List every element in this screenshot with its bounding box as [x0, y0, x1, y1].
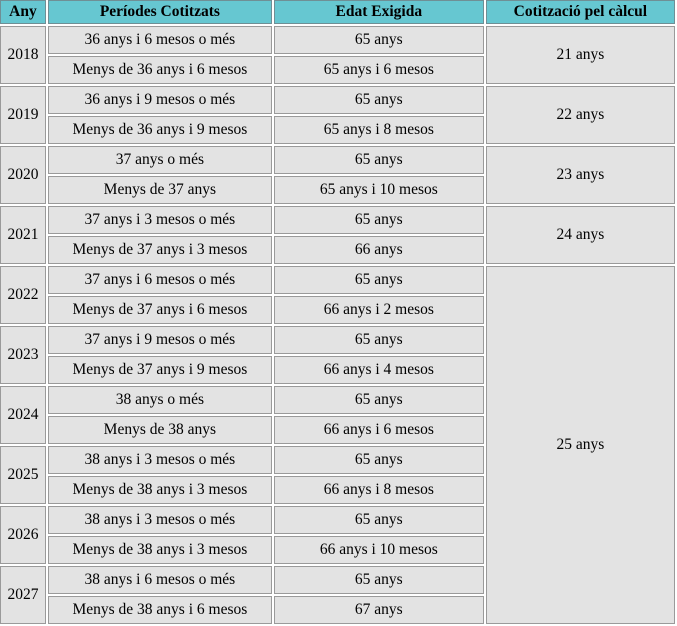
period-cell: 38 anys o més: [48, 386, 272, 414]
age-cell: 65 anys: [274, 326, 484, 354]
period-cell: Menys de 37 anys i 3 mesos: [48, 236, 272, 264]
age-cell: 65 anys i 10 mesos: [274, 176, 484, 204]
year-cell: 2019: [0, 86, 46, 144]
period-cell: 38 anys i 3 mesos o més: [48, 506, 272, 534]
year-cell: 2027: [0, 566, 46, 624]
header-periodes: Períodes Cotitzats: [48, 0, 272, 24]
period-cell: 38 anys i 6 mesos o més: [48, 566, 272, 594]
age-cell: 66 anys i 2 mesos: [274, 296, 484, 324]
year-cell: 2024: [0, 386, 46, 444]
year-cell: 2020: [0, 146, 46, 204]
age-cell: 65 anys: [274, 566, 484, 594]
year-cell: 2026: [0, 506, 46, 564]
period-cell: Menys de 38 anys i 6 mesos: [48, 596, 272, 624]
period-cell: Menys de 37 anys i 9 mesos: [48, 356, 272, 384]
age-cell: 65 anys: [274, 146, 484, 174]
year-cell: 2021: [0, 206, 46, 264]
contribution-cell: 22 anys: [486, 86, 675, 144]
period-cell: Menys de 37 anys i 6 mesos: [48, 296, 272, 324]
period-cell: 37 anys i 6 mesos o més: [48, 266, 272, 294]
age-cell: 66 anys: [274, 236, 484, 264]
age-cell: 65 anys: [274, 266, 484, 294]
period-cell: 36 anys i 6 mesos o més: [48, 26, 272, 54]
contribution-cell: 23 anys: [486, 146, 675, 204]
period-cell: Menys de 37 anys: [48, 176, 272, 204]
age-cell: 67 anys: [274, 596, 484, 624]
header-cotitzacio: Cotització pel càlcul: [486, 0, 675, 24]
header-any: Any: [0, 0, 46, 24]
period-cell: Menys de 38 anys i 3 mesos: [48, 536, 272, 564]
contribution-cell: 24 anys: [486, 206, 675, 264]
age-cell: 66 anys i 8 mesos: [274, 476, 484, 504]
contribution-cell: 25 anys: [486, 266, 675, 624]
period-cell: Menys de 36 anys i 9 mesos: [48, 116, 272, 144]
period-cell: 37 anys o més: [48, 146, 272, 174]
age-cell: 65 anys i 6 mesos: [274, 56, 484, 84]
table-row: [0, 86, 675, 114]
period-cell: 36 anys i 9 mesos o més: [48, 86, 272, 114]
year-cell: 2025: [0, 446, 46, 504]
age-cell: 65 anys: [274, 86, 484, 114]
period-cell: 38 anys i 3 mesos o més: [48, 446, 272, 474]
age-cell: 65 anys: [274, 506, 484, 534]
table-row: [0, 26, 675, 54]
year-cell: 2022: [0, 266, 46, 324]
age-cell: 65 anys: [274, 446, 484, 474]
period-cell: Menys de 38 anys i 3 mesos: [48, 476, 272, 504]
header-row: [0, 0, 675, 24]
age-cell: 65 anys: [274, 26, 484, 54]
age-cell: 66 anys i 4 mesos: [274, 356, 484, 384]
table-row: [0, 146, 675, 174]
header-edat: Edat Exigida: [274, 0, 484, 24]
age-cell: 65 anys i 8 mesos: [274, 116, 484, 144]
contribution-cell: 21 anys: [486, 26, 675, 84]
year-cell: 2023: [0, 326, 46, 384]
table-row: [0, 266, 675, 294]
period-cell: 37 anys i 3 mesos o més: [48, 206, 272, 234]
age-cell: 66 anys i 6 mesos: [274, 416, 484, 444]
year-cell: 2018: [0, 26, 46, 84]
table-row: [0, 206, 675, 234]
age-cell: 66 anys i 10 mesos: [274, 536, 484, 564]
period-cell: Menys de 36 anys i 6 mesos: [48, 56, 272, 84]
period-cell: Menys de 38 anys: [48, 416, 272, 444]
table-body: [0, 26, 675, 624]
period-cell: 37 anys i 9 mesos o més: [48, 326, 272, 354]
age-cell: 65 anys: [274, 386, 484, 414]
age-cell: 65 anys: [274, 206, 484, 234]
